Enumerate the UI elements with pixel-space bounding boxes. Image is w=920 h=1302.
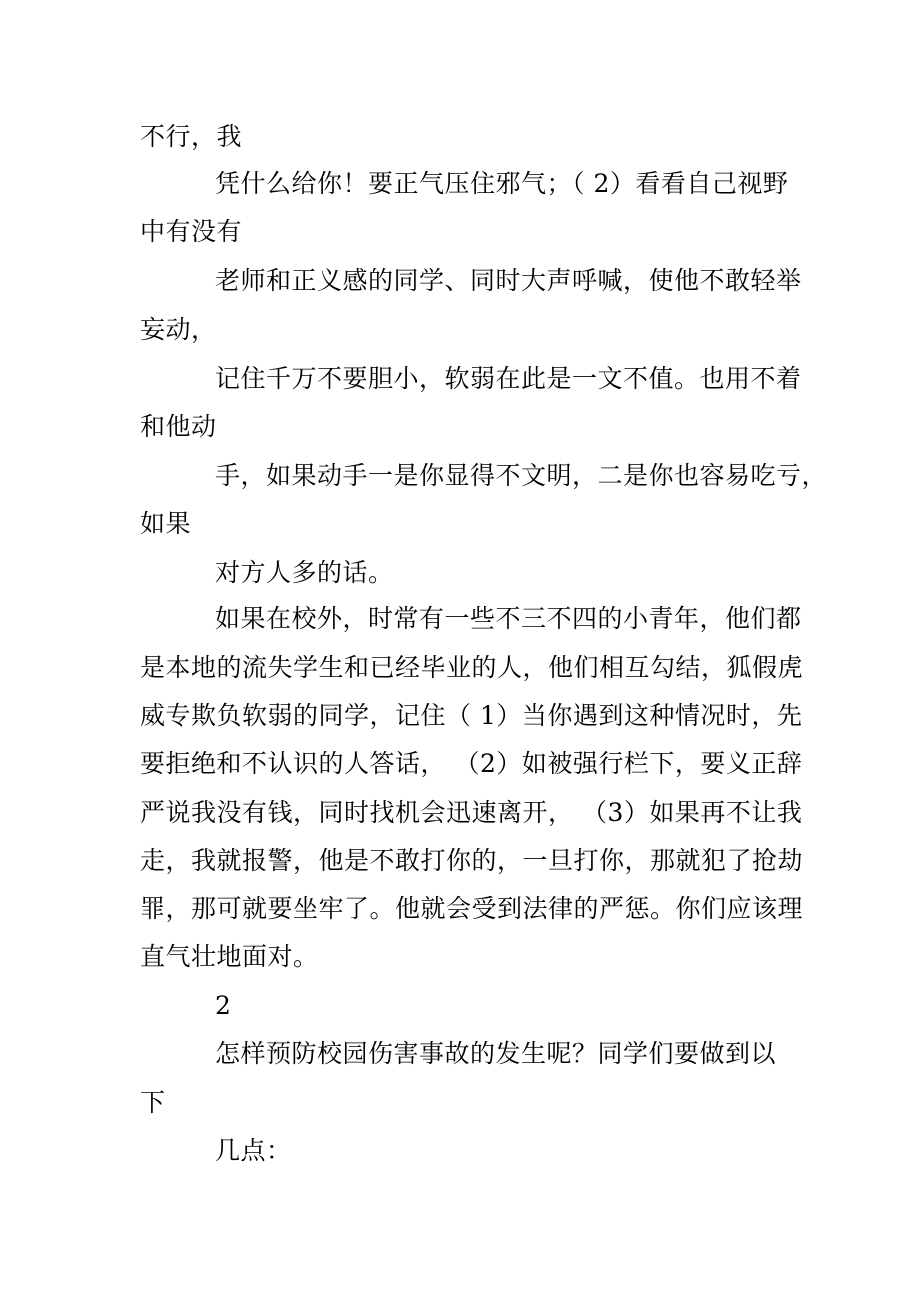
text-line: 是本地的流失学生和已经毕业的人，他们相互勾结，狐假虎 xyxy=(140,653,804,682)
text-line: 中有没有 xyxy=(140,217,243,246)
text-line: 严说我没有钱，同时找机会迅速离开， （3）如果再不让我 xyxy=(140,798,803,827)
text-line: 对方人多的话。 xyxy=(215,558,394,587)
text-line: 妄动， xyxy=(140,315,217,344)
text-line: 凭什么给你！要正气压住邪气；（ 2）看看自己视野 xyxy=(215,169,789,198)
text-line: 不行，我 xyxy=(140,122,243,151)
text-line: 怎样预防校园伤害事故的发生呢？同学们要做到以 xyxy=(215,1039,777,1068)
text-line: 几点： xyxy=(215,1136,292,1165)
text-line: 直气壮地面对。 xyxy=(140,942,319,971)
text-line: 和他动 xyxy=(140,412,217,441)
text-line: 如果在校外，时常有一些不三不四的小青年，他们都 xyxy=(215,604,802,633)
section-number: 2 xyxy=(215,991,232,1020)
text-line: 手，如果动手一是你显得不文明，二是你也容易吃亏， xyxy=(215,461,828,490)
text-line: 威专欺负软弱的同学，记住（ 1）当你遇到这种情况时，先 xyxy=(140,701,803,730)
text-line: 罪，那可就要坐牢了。他就会受到法律的严惩。你们应该理 xyxy=(140,894,804,923)
text-line: 老师和正义感的同学、同时大声呼喊，使他不敢轻举 xyxy=(215,266,802,295)
text-line: 要拒绝和不认识的人答话， （2）如被强行栏下，要义正辞 xyxy=(140,749,803,778)
text-line: 记住千万不要胆小，软弱在此是一文不值。也用不着 xyxy=(215,364,802,393)
text-line: 下 xyxy=(140,1088,166,1117)
text-line: 走，我就报警，他是不敢打你的，一旦打你，那就犯了抢劫 xyxy=(140,846,804,875)
text-line: 如果 xyxy=(140,509,192,538)
